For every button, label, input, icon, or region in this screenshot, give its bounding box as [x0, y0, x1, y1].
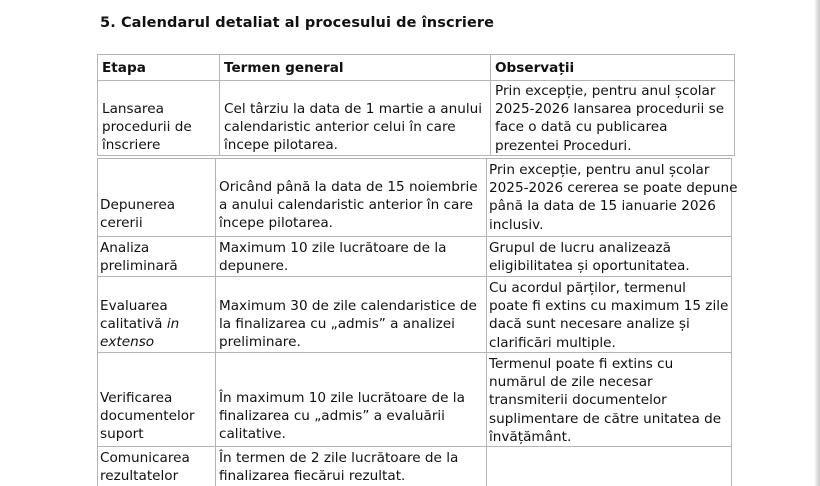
table-rule	[97, 236, 731, 237]
row-verificare-etapa: Verificarea documentelor suport	[100, 390, 195, 443]
row-depunere-etapa: Depunerea cererii	[100, 197, 176, 232]
row-depunere-termen: Oricând până la data de 15 noiembrie a anului calendaristic anterior în care începe pilotarea.	[219, 179, 478, 232]
row-evaluare-etapa	[100, 297, 179, 352]
table-rule	[97, 446, 731, 447]
table-rule	[97, 54, 98, 156]
row-depunere-observatii: Prin excepție, pentru anul școlar 2025-2026 cererea se poate depune până la data de 15 ianuarie 2026 inclusiv.	[489, 162, 738, 233]
table-rule	[97, 158, 98, 486]
row-evaluare-observatii: Cu acordul părților, termenul poate fi extins cu maximum 15 zile dacă sunt necesare analize și clarificări multiple.	[489, 280, 729, 351]
table-rule	[97, 155, 735, 156]
column-header-etapa: Etapa	[102, 60, 146, 76]
row-analiza-observatii: Grupul de lucru analizează eligibilitatea și oportunitatea.	[489, 240, 690, 275]
etapa-italic: in	[166, 316, 180, 333]
table-rule	[219, 54, 220, 156]
row-comunicare-termen: În termen de 2 zile lucrătoare de la finalizarea fiecărui rezultat.	[219, 450, 459, 485]
section-title: 5. Calendarul detaliat al procesului de înscriere	[100, 15, 495, 31]
row-lansare-termen: Cel târziu la data de 1 martie a anului calendaristic anterior celui în care începe pilotarea.	[224, 101, 483, 154]
table-rule	[97, 276, 731, 277]
column-header-observatii: Observații	[495, 60, 575, 76]
row-verificare-termen: În maximum 10 zile lucrătoare de la finalizarea cu „admis” a evaluării calitative.	[219, 390, 465, 443]
row-comunicare-etapa: Comunicarea rezultatelor	[100, 450, 190, 485]
row-verificare-observatii: Termenul poate fi extins cu numărul de zile necesar transmiterii documentelor suplimentare de către unitatea de învățământ.	[489, 356, 722, 445]
etapa-line: Evaluarea	[100, 298, 168, 314]
etapa-line: calitativă	[100, 316, 167, 333]
table-rule	[490, 54, 491, 156]
table-rule	[97, 158, 731, 159]
table-rule	[97, 352, 731, 353]
column-header-termen-general: Termen general	[224, 60, 344, 76]
row-lansare-observatii: Prin excepție, pentru anul școlar 2025-2026 lansarea procedurii se face o dată cu publicarea prezentei Proceduri.	[495, 83, 725, 154]
table-rule	[97, 80, 735, 81]
row-analiza-etapa: Analiza preliminară	[100, 240, 178, 275]
table-rule	[734, 54, 735, 156]
row-lansare-etapa: Lansarea procedurii de înscriere	[102, 101, 192, 154]
row-analiza-termen: Maximum 10 zile lucrătoare de la depunere.	[219, 240, 447, 275]
etapa-italic: extenso	[100, 334, 155, 351]
table-rule	[486, 158, 487, 486]
table-rule	[215, 158, 216, 486]
row-evaluare-termen: Maximum 30 de zile calendaristice de la finalizarea cu „admis” a analizei preliminare.	[219, 298, 477, 351]
table-rule	[97, 54, 735, 55]
